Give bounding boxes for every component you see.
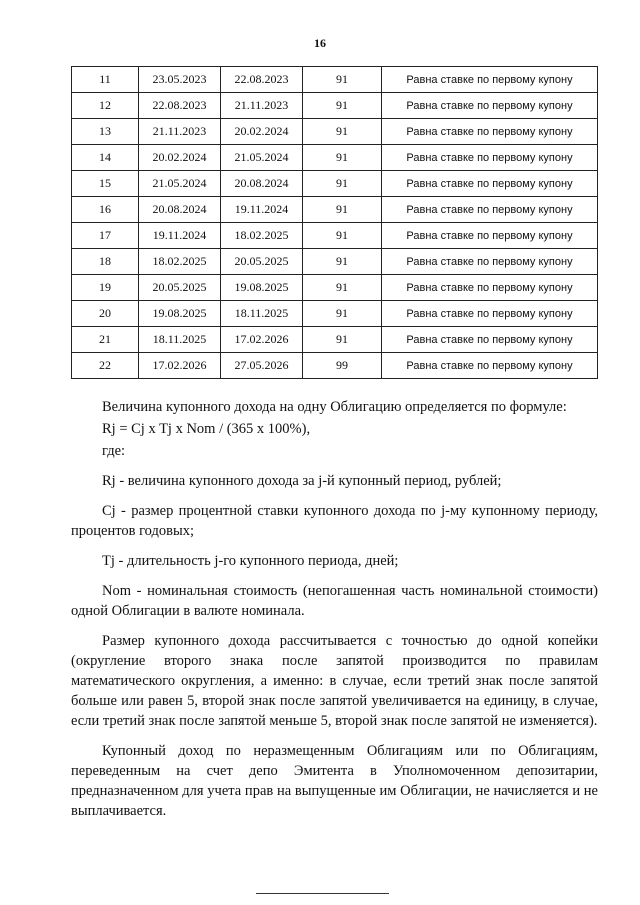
period-length-days-cell: 91 bbox=[303, 197, 382, 223]
coupon-rate-cell: Равна ставке по первому купону bbox=[382, 197, 598, 223]
coupon-rate-cell: Равна ставке по первому купону bbox=[382, 353, 598, 379]
period-length-days-cell: 91 bbox=[303, 171, 382, 197]
period-end-date-cell: 17.02.2026 bbox=[221, 327, 303, 353]
coupon-number-cell: 12 bbox=[72, 93, 139, 119]
period-end-date-cell: 21.11.2023 bbox=[221, 93, 303, 119]
period-start-date-cell: 19.08.2025 bbox=[139, 301, 221, 327]
period-end-date-cell: 19.08.2025 bbox=[221, 275, 303, 301]
period-length-days-cell: 91 bbox=[303, 223, 382, 249]
period-end-date-cell: 18.11.2025 bbox=[221, 301, 303, 327]
coupon-rate-cell: Равна ставке по первому купону bbox=[382, 171, 598, 197]
definition-rj: Rj - величина купонного дохода за j-й купонный период, рублей; bbox=[102, 473, 502, 489]
coupon-rate-cell: Равна ставке по первому купону bbox=[382, 67, 598, 93]
period-start-date-cell: 20.02.2024 bbox=[139, 145, 221, 171]
coupon-number-cell: 14 bbox=[72, 145, 139, 171]
table-row bbox=[72, 67, 598, 93]
period-length-days-cell: 91 bbox=[303, 93, 382, 119]
coupon-number-cell: 18 bbox=[72, 249, 139, 275]
period-length-days-cell: 91 bbox=[303, 275, 382, 301]
period-length-days-cell: 91 bbox=[303, 119, 382, 145]
table-row bbox=[72, 93, 598, 119]
coupon-rate-cell: Равна ставке по первому купону bbox=[382, 249, 598, 275]
period-end-date-cell: 20.08.2024 bbox=[221, 171, 303, 197]
period-length-days-cell: 91 bbox=[303, 249, 382, 275]
coupon-table-body bbox=[72, 67, 598, 379]
table-row bbox=[72, 197, 598, 223]
period-end-date-cell: 27.05.2026 bbox=[221, 353, 303, 379]
period-start-date-cell: 21.11.2023 bbox=[139, 119, 221, 145]
table-row bbox=[72, 223, 598, 249]
table-row bbox=[72, 119, 598, 145]
table-row bbox=[72, 171, 598, 197]
document-body bbox=[71, 397, 598, 831]
coupon-rate-cell: Равна ставке по первому купону bbox=[382, 275, 598, 301]
period-end-date-cell: 22.08.2023 bbox=[221, 67, 303, 93]
page-number: 16 bbox=[314, 36, 326, 50]
period-end-date-cell: 18.02.2025 bbox=[221, 223, 303, 249]
table-row bbox=[72, 301, 598, 327]
rounding-paragraph: Размер купонного дохода рассчитывается с точностью до одной копейки (округление второго знака после запятой производится по правилам математического округления, а именно: в случае, если третий знак после запятой больше или равен 5, второй знак после запятой увеличивается на единицу, в случае, если третий знак после запятой меньше 5, второй знак после запятой не изменяется). bbox=[71, 633, 598, 729]
coupon-number-cell: 20 bbox=[72, 301, 139, 327]
period-length-days-cell: 91 bbox=[303, 67, 382, 93]
period-end-date-cell: 20.05.2025 bbox=[221, 249, 303, 275]
period-end-date-cell: 19.11.2024 bbox=[221, 197, 303, 223]
period-start-date-cell: 20.05.2025 bbox=[139, 275, 221, 301]
coupon-number-cell: 17 bbox=[72, 223, 139, 249]
coupon-number-cell: 16 bbox=[72, 197, 139, 223]
period-start-date-cell: 18.02.2025 bbox=[139, 249, 221, 275]
period-start-date-cell: 23.05.2023 bbox=[139, 67, 221, 93]
coupon-schedule-table bbox=[71, 66, 598, 379]
table-row bbox=[72, 327, 598, 353]
footer-divider bbox=[256, 893, 389, 894]
formula-where: где: bbox=[102, 443, 126, 459]
table-row bbox=[72, 353, 598, 379]
coupon-number-cell: 13 bbox=[72, 119, 139, 145]
coupon-rate-cell: Равна ставке по первому купону bbox=[382, 93, 598, 119]
table-row bbox=[72, 249, 598, 275]
period-end-date-cell: 21.05.2024 bbox=[221, 145, 303, 171]
period-end-date-cell: 20.02.2024 bbox=[221, 119, 303, 145]
coupon-rate-cell: Равна ставке по первому купону bbox=[382, 145, 598, 171]
coupon-number-cell: 11 bbox=[72, 67, 139, 93]
coupon-rate-cell: Равна ставке по первому купону bbox=[382, 301, 598, 327]
coupon-rate-cell: Равна ставке по первому купону bbox=[382, 119, 598, 145]
definition-nom: Nom - номинальная стоимость (непогашенная часть номинальной стоимости) одной Облигации в валюте номинала. bbox=[71, 583, 598, 619]
coupon-formula: Rj = Cj x Tj x Nom / (365 x 100%), bbox=[102, 421, 311, 437]
period-start-date-cell: 19.11.2024 bbox=[139, 223, 221, 249]
table-row bbox=[72, 275, 598, 301]
table-row bbox=[72, 145, 598, 171]
coupon-rate-cell: Равна ставке по первому купону bbox=[382, 327, 598, 353]
coupon-number-cell: 19 bbox=[72, 275, 139, 301]
period-length-days-cell: 91 bbox=[303, 327, 382, 353]
period-start-date-cell: 20.08.2024 bbox=[139, 197, 221, 223]
period-start-date-cell: 17.02.2026 bbox=[139, 353, 221, 379]
period-start-date-cell: 18.11.2025 bbox=[139, 327, 221, 353]
period-start-date-cell: 21.05.2024 bbox=[139, 171, 221, 197]
period-length-days-cell: 91 bbox=[303, 145, 382, 171]
definition-tj: Tj - длительность j-го купонного периода, дней; bbox=[102, 553, 399, 569]
coupon-number-cell: 21 bbox=[72, 327, 139, 353]
period-length-days-cell: 99 bbox=[303, 353, 382, 379]
unplaced-bonds-paragraph: Купонный доход по неразмещенным Облигациям или по Облигациям, переведенным на счет депо Эмитента в Уполномоченном депозитарии, предназначенном для учета прав на выпущенные им Облигации, не начисляется и не выплачивается. bbox=[71, 743, 598, 819]
coupon-number-cell: 22 bbox=[72, 353, 139, 379]
coupon-rate-cell: Равна ставке по первому купону bbox=[382, 223, 598, 249]
period-length-days-cell: 91 bbox=[303, 301, 382, 327]
coupon-number-cell: 15 bbox=[72, 171, 139, 197]
period-start-date-cell: 22.08.2023 bbox=[139, 93, 221, 119]
formula-intro: Величина купонного дохода на одну Облигацию определяется по формуле: bbox=[102, 399, 567, 415]
definition-cj: Cj - размер процентной ставки купонного дохода по j-му купонному периоду, процентов годовых; bbox=[71, 503, 598, 539]
